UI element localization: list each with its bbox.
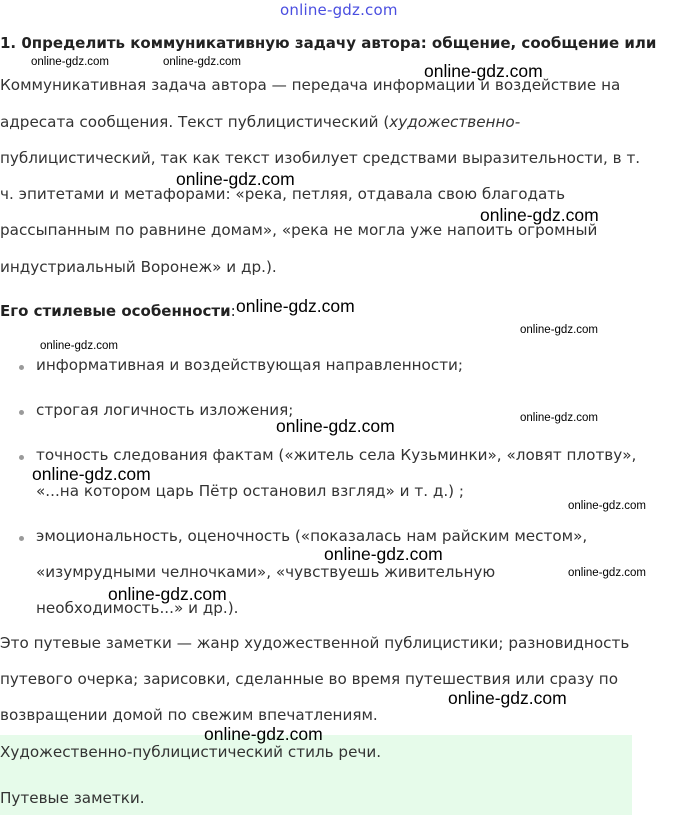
watermark: online-gdz.com [424,61,543,81]
paragraph-2-line-1: Это путевые заметки — жанр художественной публицистики; разновидность [0,634,630,652]
answer-genre: Путевые заметки. [0,789,145,807]
bullet-dot [19,410,24,415]
watermark: online-gdz.com [520,324,598,336]
watermark: online-gdz.com [163,56,241,68]
task-heading: 1. 0пределить коммуникативную задачу автора: общение, сообщение или [0,34,657,52]
answer-style: Художественно-публицистический стиль речи. [0,743,382,761]
list-item-4-line-2: «изумрудными челночками», «чувствуешь живительную [36,563,496,581]
style-features-heading [0,302,236,320]
bullet-dot [19,455,24,460]
watermark: online-gdz.com [324,544,443,564]
paragraph-1-line-2-text: адресата сообщения. Текст публицистический ( [0,113,390,131]
paragraph-1-line-3: публицистический, так как текст изобилует средствами выразительности, в т. [0,149,641,167]
list-item-3-line-1: точность следования фактам («житель села Кузьминки», «ловят плотву», [36,446,637,464]
paragraph-1-italic-term: художественно- [389,113,521,131]
watermark: online-gdz.com [568,567,646,579]
list-item-4-line-1: эмоциональность, оценочность («показалась нам райским местом», [36,527,588,545]
list-item-2: строгая логичность изложения; [36,401,294,419]
watermark: online-gdz.com [108,584,227,604]
watermark: online-gdz.com [236,296,355,316]
watermark: online-gdz.com [176,169,295,189]
bullet-dot [19,365,24,370]
watermark: online-gdz.com [480,205,599,225]
paragraph-1-line-2 [0,113,520,131]
list-item-4-line-3: необходимость...» и др.). [36,599,239,617]
watermark: online-gdz.com [204,724,323,744]
watermark: online-gdz.com [40,340,118,352]
watermark: online-gdz.com [31,56,109,68]
paragraph-1-line-4: ч. эпитетами и метафорами: «река, петляя, отдавала свою благодать [0,185,566,203]
watermark: online-gdz.com [448,688,567,708]
paragraph-1-line-1: Коммуникативная задача автора — передача информации и воздействие на [0,76,621,94]
watermark: online-gdz.com [520,412,598,424]
paragraph-2-line-2: путевого очерка; зарисовки, сделанные во время путешествия или сразу по [0,670,618,688]
paragraph-1-line-5: рассыпанным по равнине домам», «река не могла уже напоить огромный [0,221,598,239]
watermark: online-gdz.com [568,500,646,512]
paragraph-1-line-6: индустриальный Воронеж» и др.). [0,258,277,276]
list-item-1: информативная и воздействующая направленности; [36,356,464,374]
bullet-dot [19,536,24,541]
watermark: online-gdz.com [276,416,395,436]
style-features-heading-text: Его стилевые особенности [0,302,231,320]
list-item-3-line-2: «...на котором царь Пётр остановил взгляд» и т. д.) ; [36,482,465,500]
site-logo[interactable]: online-gdz.com [280,1,398,19]
style-features-heading-colon: : [230,302,236,320]
paragraph-2-line-3: возвращении домой по свежим впечатлениям. [0,706,378,724]
watermark: online-gdz.com [32,464,151,484]
